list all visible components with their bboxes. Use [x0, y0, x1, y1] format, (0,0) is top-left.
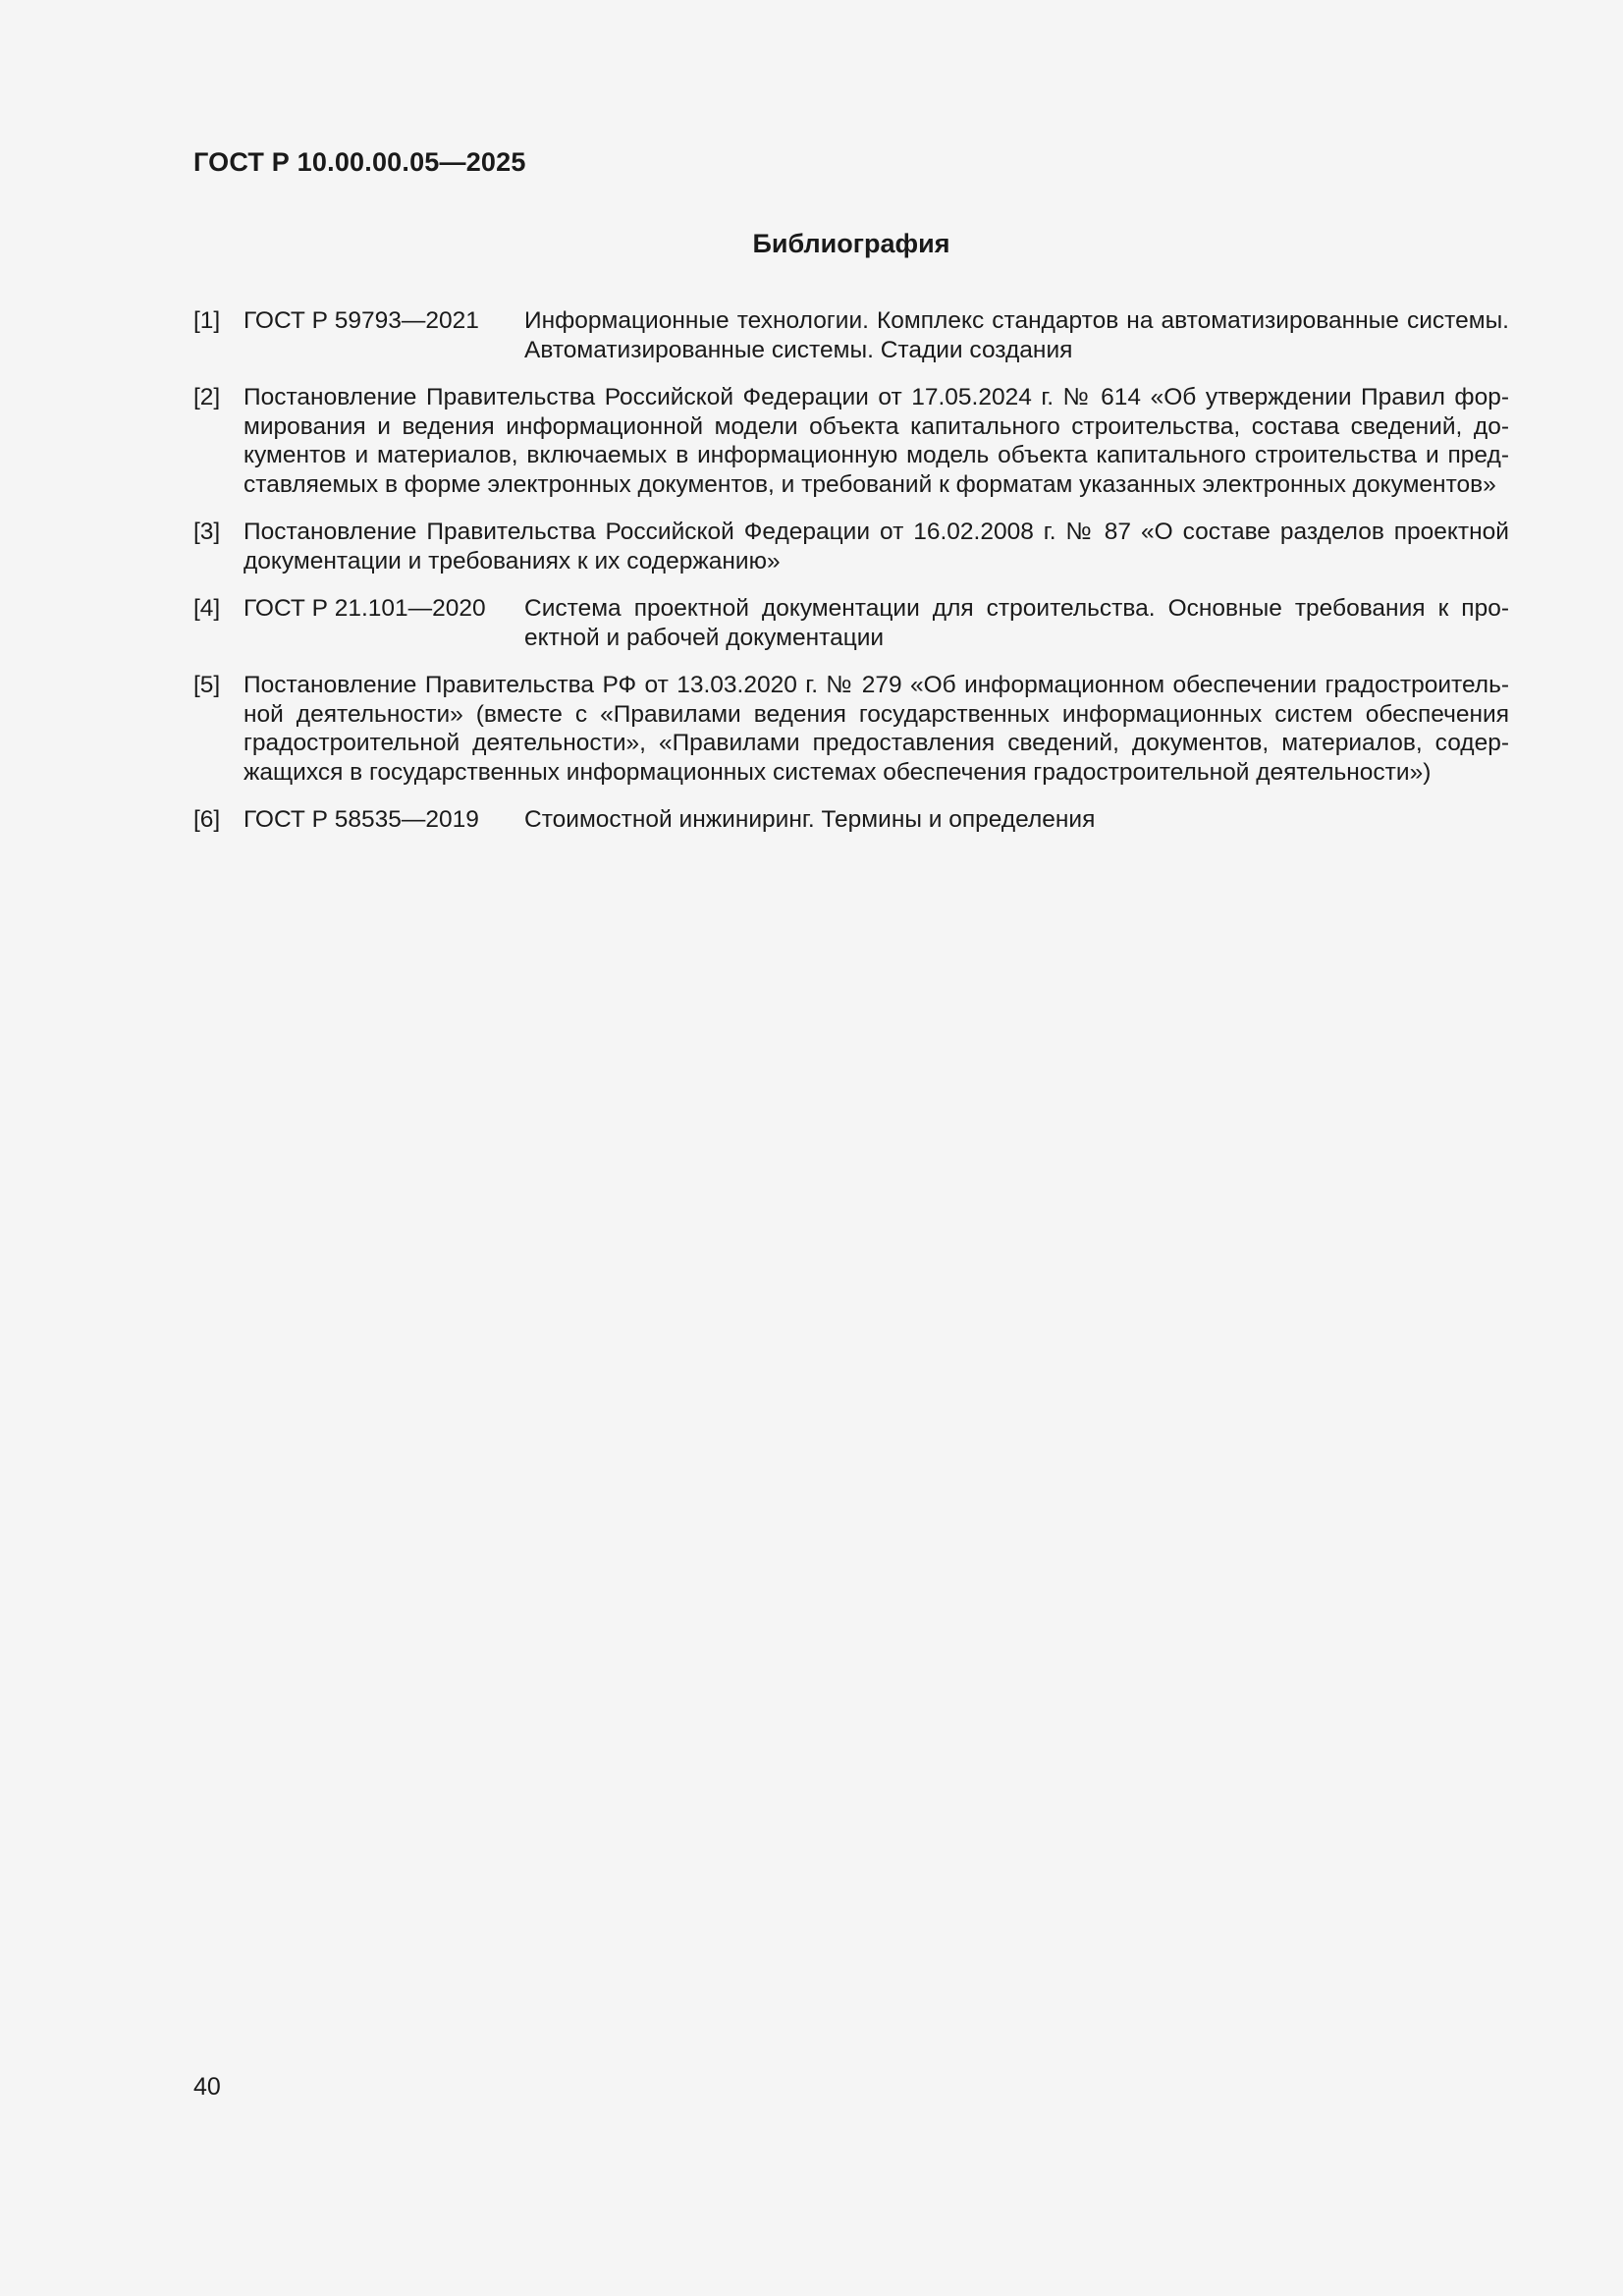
bibliography-entry-3 [193, 518, 1509, 575]
entry-text: Система проектной документации для строительства. Основные требования к проектной и рабочей документации [524, 595, 1509, 651]
entry-standard-code: ГОСТ Р 58535—2019 [243, 806, 479, 833]
entry-number: [2] [193, 384, 221, 410]
bibliography-entry-1 [193, 306, 1509, 364]
entry-text: Стоимостной инжиниринг. Термины и определения [524, 806, 1096, 833]
entry-standard-code: ГОСТ Р 21.101—2020 [243, 595, 486, 622]
entry-text: Постановление Правительства РФ от 13.03.2020 г. № 279 «Об информационном обеспечении градостроительной деятельности» (вместе с «Правилами ведения государственных информационных систем обеспечения градостроительной деятельности», «Правилами предоставления сведений, документов, материалов, содержащихся в государственных информационных системах обеспечения градостроительной деятельности») [243, 672, 1509, 786]
entry-number: [4] [193, 595, 221, 622]
entry-text: Постановление Правительства Российской Федерации от 17.05.2024 г. № 614 «Об утверждении Правил формирования и ведения информационной модели объекта капитального строительства, состава сведений, документов и материалов, включаемых в информационную модель объекта капитального строительства и представляемых в форме электронных документов, и требований к форматам указанных электронных документов» [243, 384, 1509, 498]
entry-number: [5] [193, 672, 221, 698]
entry-number: [6] [193, 806, 221, 833]
bibliography-entry-6 [193, 805, 1509, 835]
bibliography-list [193, 306, 1509, 853]
entry-text: Постановление Правительства Российской Федерации от 16.02.2008 г. № 87 «О составе разделов проектной документации и требованиях к их содержанию» [243, 519, 1509, 574]
entry-text: Информационные технологии. Комплекс стандартов на автоматизированные системы. Автоматизированные системы. Стадии создания [524, 307, 1509, 363]
bibliography-entry-2 [193, 383, 1509, 499]
bibliography-entry-5 [193, 671, 1509, 787]
entry-number: [3] [193, 519, 221, 545]
page-number: 40 [193, 2073, 221, 2101]
entry-number: [1] [193, 307, 221, 334]
section-title: Библиография [752, 229, 950, 258]
document-code-header: ГОСТ Р 10.00.00.05—2025 [193, 147, 526, 177]
bibliography-entry-4 [193, 594, 1509, 652]
entry-standard-code: ГОСТ Р 59793—2021 [243, 307, 479, 334]
